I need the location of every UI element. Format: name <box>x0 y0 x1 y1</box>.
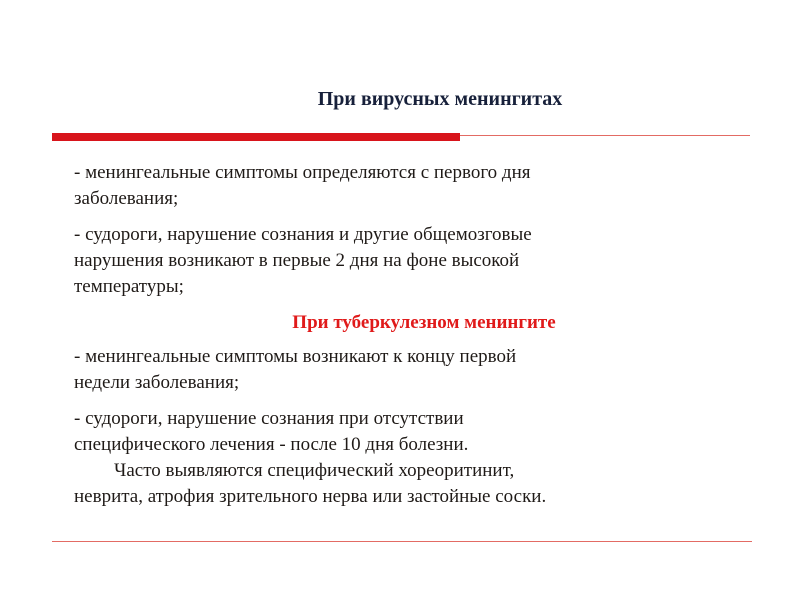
viral-item-2-line-2: нарушения возникают в первые 2 дня на фоне высокой <box>74 250 520 271</box>
slide-title: При вирусных менингитах <box>317 88 563 110</box>
tb-item-1 <box>74 344 754 396</box>
viral-item-1-line-2: заболевания; <box>74 188 179 209</box>
title-underline-thin <box>460 135 750 136</box>
tb-item-1-line-2: недели заболевания; <box>74 372 240 393</box>
slide-content <box>74 160 754 510</box>
tb-note-line-2: неврита, атрофия зрительного нерва или застойные соски. <box>74 486 547 507</box>
viral-item-1 <box>74 160 754 212</box>
tb-item-2-line-2: специфического лечения - после 10 дня болезни. <box>74 434 469 455</box>
viral-item-2 <box>74 222 754 300</box>
title-underline-thick <box>52 133 460 141</box>
tb-item-2-line-1: - судороги, нарушение сознания при отсутствии <box>74 408 464 429</box>
viral-item-2-line-1: - судороги, нарушение сознания и другие общемозговые <box>74 224 532 245</box>
bottom-divider <box>52 541 752 542</box>
viral-item-1-line-1: - менингеальные симптомы определяются с первого дня <box>74 162 531 183</box>
tb-subheading: При туберкулезном менингите <box>292 312 556 333</box>
tb-note-line-1: Часто выявляются специфический хореоритинит, <box>114 460 515 481</box>
tb-item-1-line-1: - менингеальные симптомы возникают к концу первой <box>74 346 517 367</box>
viral-item-2-line-3: температуры; <box>74 276 184 297</box>
tb-item-2 <box>74 406 754 510</box>
